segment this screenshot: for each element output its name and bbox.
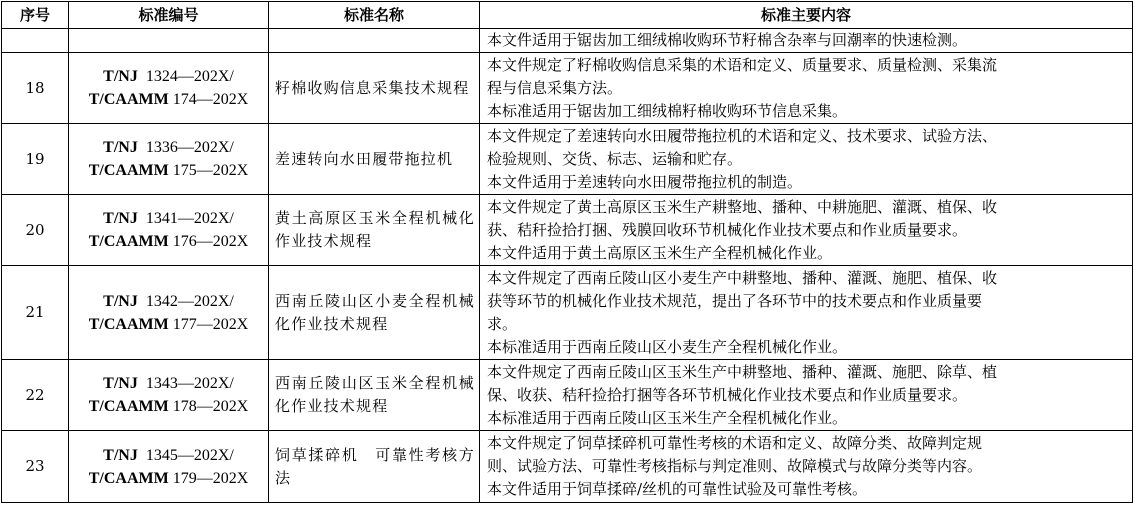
header-code: 标准编号 [69,2,269,29]
cell-content [480,266,1133,360]
cell-no: 20 [2,195,69,266]
cell-name: 西南丘陵山区玉米全程机械化作业技术规程 [269,360,480,431]
cell-code [69,266,269,360]
content-line: 本文件规定了西南丘陵山区玉米生产中耕整地、播种、灌溉、施肥、除草、植 [487,362,998,381]
content-line: 本标准适用于西南丘陵山区小麦生产全程机械化作业。 [487,337,848,356]
cell-no [2,29,69,53]
code-prefix: T/NJ [103,375,138,392]
code-prefix: T/CAAMM [88,91,169,108]
content-line: 获、秸秆捡拾打捆、残膜回收环节机械化作业技术要点和作业质量要求。 [487,220,968,239]
cell-no: 18 [2,53,69,124]
table-row [2,124,1133,195]
code-prefix: T/NJ [103,68,138,85]
cell-content [480,53,1133,124]
code-prefix: T/CAAMM [88,398,169,415]
cell-no: 19 [2,124,69,195]
code-suffix: 1341—202X/ [145,210,234,227]
table-row [2,360,1133,431]
code-prefix: T/NJ [103,446,138,464]
cell-code [69,360,269,431]
content-line: 程与信息采集方法。 [487,78,623,97]
code-prefix: T/NJ [103,292,138,310]
code-prefix: T/NJ [103,210,138,227]
header-content: 标准主要内容 [480,2,1133,29]
content-line: 本文件规定了差速转向水田履带拖拉机的术语和定义、技术要求、试验方法、 [487,126,998,145]
code-suffix: 1345—202X/ [145,446,234,464]
cell-no: 21 [2,266,69,360]
table-header-row [2,2,1133,29]
code-suffix: 174—202X [172,91,249,108]
content-line: 求。 [487,314,518,333]
content-line: 本标准适用于锯齿加工细绒棉籽棉收购环节信息采集。 [487,101,848,120]
content-line: 本文件规定了西南丘陵山区小麦生产中耕整地、播种、灌溉、施肥、植保、收 [487,268,998,287]
cell-name: 差速转向水田履带拖拉机 [269,124,480,195]
content-line: 本文件适用于饲草揉碎/丝机的可靠性试验及可靠性考核。 [487,480,868,498]
cell-content [480,360,1133,431]
code-prefix: T/CAAMM [88,469,169,487]
content-line: 保、收获、秸秆捡拾打捆等各环节机械化作业技术要点和作业质量要求。 [487,385,968,404]
table-row-carryover [2,29,1133,53]
cell-code [69,53,269,124]
cell-content [480,195,1133,266]
code-suffix: 176—202X [172,233,249,250]
content-line: 则、试验方法、可靠性考核指标与判定准则、故障模式与故障分类等内容。 [487,457,983,475]
cell-content [480,431,1133,503]
cell-code [69,195,269,266]
code-prefix: T/NJ [103,139,138,156]
code-suffix: 179—202X [172,469,249,487]
cell-name: 籽棉收购信息采集技术规程 [269,53,480,124]
content-line: 本文件适用于黄土高原区玉米生产全程机械化作业。 [487,243,833,262]
table-row [2,53,1133,124]
code-suffix: 177—202X [172,315,249,333]
cell-code [69,29,269,53]
code-suffix: 1324—202X/ [145,68,234,85]
cell-name: 饲草揉碎机 可靠性考核方法 [269,431,480,503]
standards-table [1,1,1133,503]
table-row [2,195,1133,266]
cell-no: 23 [2,431,69,503]
content-line: 本文件规定了黄土高原区玉米生产耕整地、播种、中耕施肥、灌溉、植保、收 [487,197,998,216]
code-prefix: T/CAAMM [88,162,169,179]
code-prefix: T/CAAMM [88,233,169,250]
cell-code [69,124,269,195]
content-line: 获等环节的机械化作业技术规范，提出了各环节中的技术要点和作业质量要 [487,291,983,310]
code-suffix: 178—202X [172,398,249,415]
code-suffix: 1343—202X/ [145,375,234,392]
header-no: 序号 [2,2,69,29]
cell-code [69,431,269,503]
cell-content [480,124,1133,195]
content-line: 本文件适用于差速转向水田履带拖拉机的制造。 [487,172,803,191]
table-row [2,266,1133,360]
code-suffix: 1336—202X/ [145,139,234,156]
cell-name [269,29,480,53]
content-line: 本文件规定了饲草揉碎机可靠性考核的术语和定义、故障分类、故障判定规 [487,434,983,452]
cell-no: 22 [2,360,69,431]
table-row [2,431,1133,503]
content-line: 本标准适用于西南丘陵山区玉米生产全程机械化作业。 [487,408,848,427]
content-line: 本文件规定了籽棉收购信息采集的术语和定义、质量要求、质量检测、采集流 [487,55,998,74]
content-line: 本文件适用于锯齿加工细绒棉收购环节籽棉含杂率与回潮率的快速检测。 [487,31,968,49]
cell-name: 西南丘陵山区小麦全程机械化作业技术规程 [269,266,480,360]
code-suffix: 1342—202X/ [145,292,234,310]
header-name: 标准名称 [269,2,480,29]
cell-name: 黄土高原区玉米全程机械化作业技术规程 [269,195,480,266]
code-prefix: T/CAAMM [88,315,169,333]
code-suffix: 175—202X [172,162,249,179]
content-line: 检验规则、交货、标志、运输和贮存。 [487,149,743,168]
cell-content [480,29,1133,53]
